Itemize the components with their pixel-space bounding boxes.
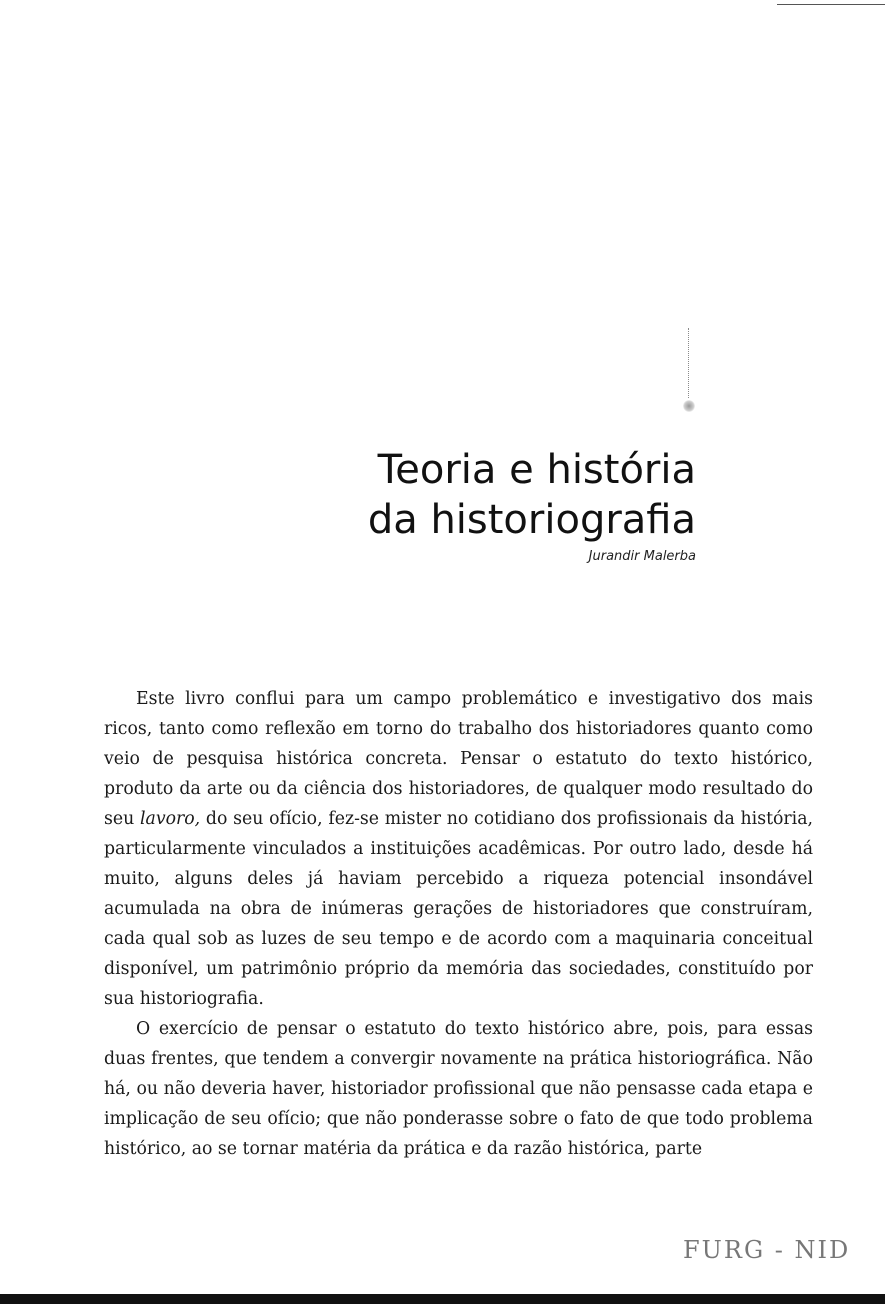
scan-bottom-edge [0,1294,885,1304]
scan-smudge [683,400,695,412]
chapter-title-line-2: da historiografia [367,497,696,543]
chapter-title [300,445,696,545]
top-rule [777,4,885,5]
body-text [104,684,813,1164]
paragraph-1-part-2: do seu ofício, fez-se mister no cotidiano dos profissionais da história, particularmente vinculados a instituições acadêmicas. Por outro lado, desde há muito, alguns deles já haviam percebido a riqueza potencial insondável acumulada na obra de inúmeras gerações de historiadores que construíram, cada qual sob as luzes de seu tempo e de acordo com a maquinaria conceitual disponível, um patrimônio próprio da memória das sociedades, constituído por sua historiografia. [104,809,813,1009]
decorative-dotted-line [688,328,689,398]
library-stamp: FURG - NID [683,1236,851,1264]
chapter-author: Jurandir Malerba [588,549,696,564]
paragraph-1 [104,684,813,1014]
chapter-title-line-1: Teoria e história [377,447,696,493]
paragraph-1-part-1: Este livro conflui para um campo problemático e investigativo dos mais ricos, tanto como reflexão em torno do trabalho dos historiadores quanto como veio de pesquisa histórica concreta. Pensar o estatuto do texto histórico, produto da arte ou da ciência dos historiadores, de qualquer modo resultado do seu [104,689,813,829]
paragraph-1-italic-term: lavoro, [140,809,201,829]
paragraph-2: O exercício de pensar o estatuto do texto histórico abre, pois, para essas duas frentes, que tendem a convergir novamente na prática historiográfica. Não há, ou não deveria haver, historiador profissional que não pensasse cada etapa e implicação de seu ofício; que não ponderasse sobre o fato de que todo problema histórico, ao se tornar matéria da prática e da razão histórica, parte [104,1019,813,1159]
